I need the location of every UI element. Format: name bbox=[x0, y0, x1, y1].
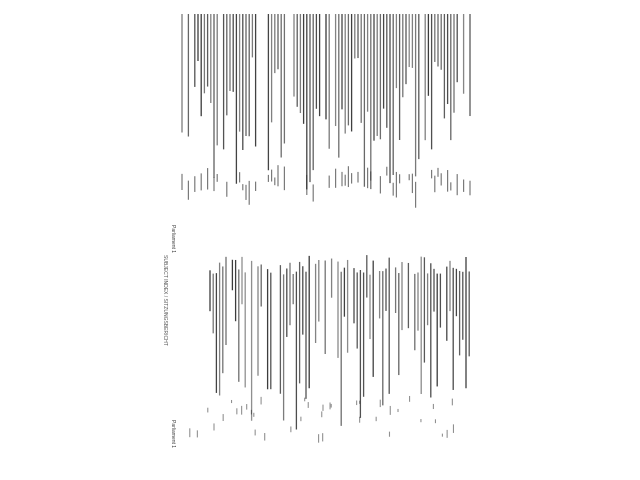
document-text-area bbox=[150, 0, 490, 480]
left-page-footer: Parliament 1 bbox=[170, 225, 176, 254]
page-heading: SUBJECT INDEX / SITZUNGSBERICHT bbox=[162, 255, 168, 346]
right-page-footer: Parliament 1 bbox=[170, 420, 176, 449]
